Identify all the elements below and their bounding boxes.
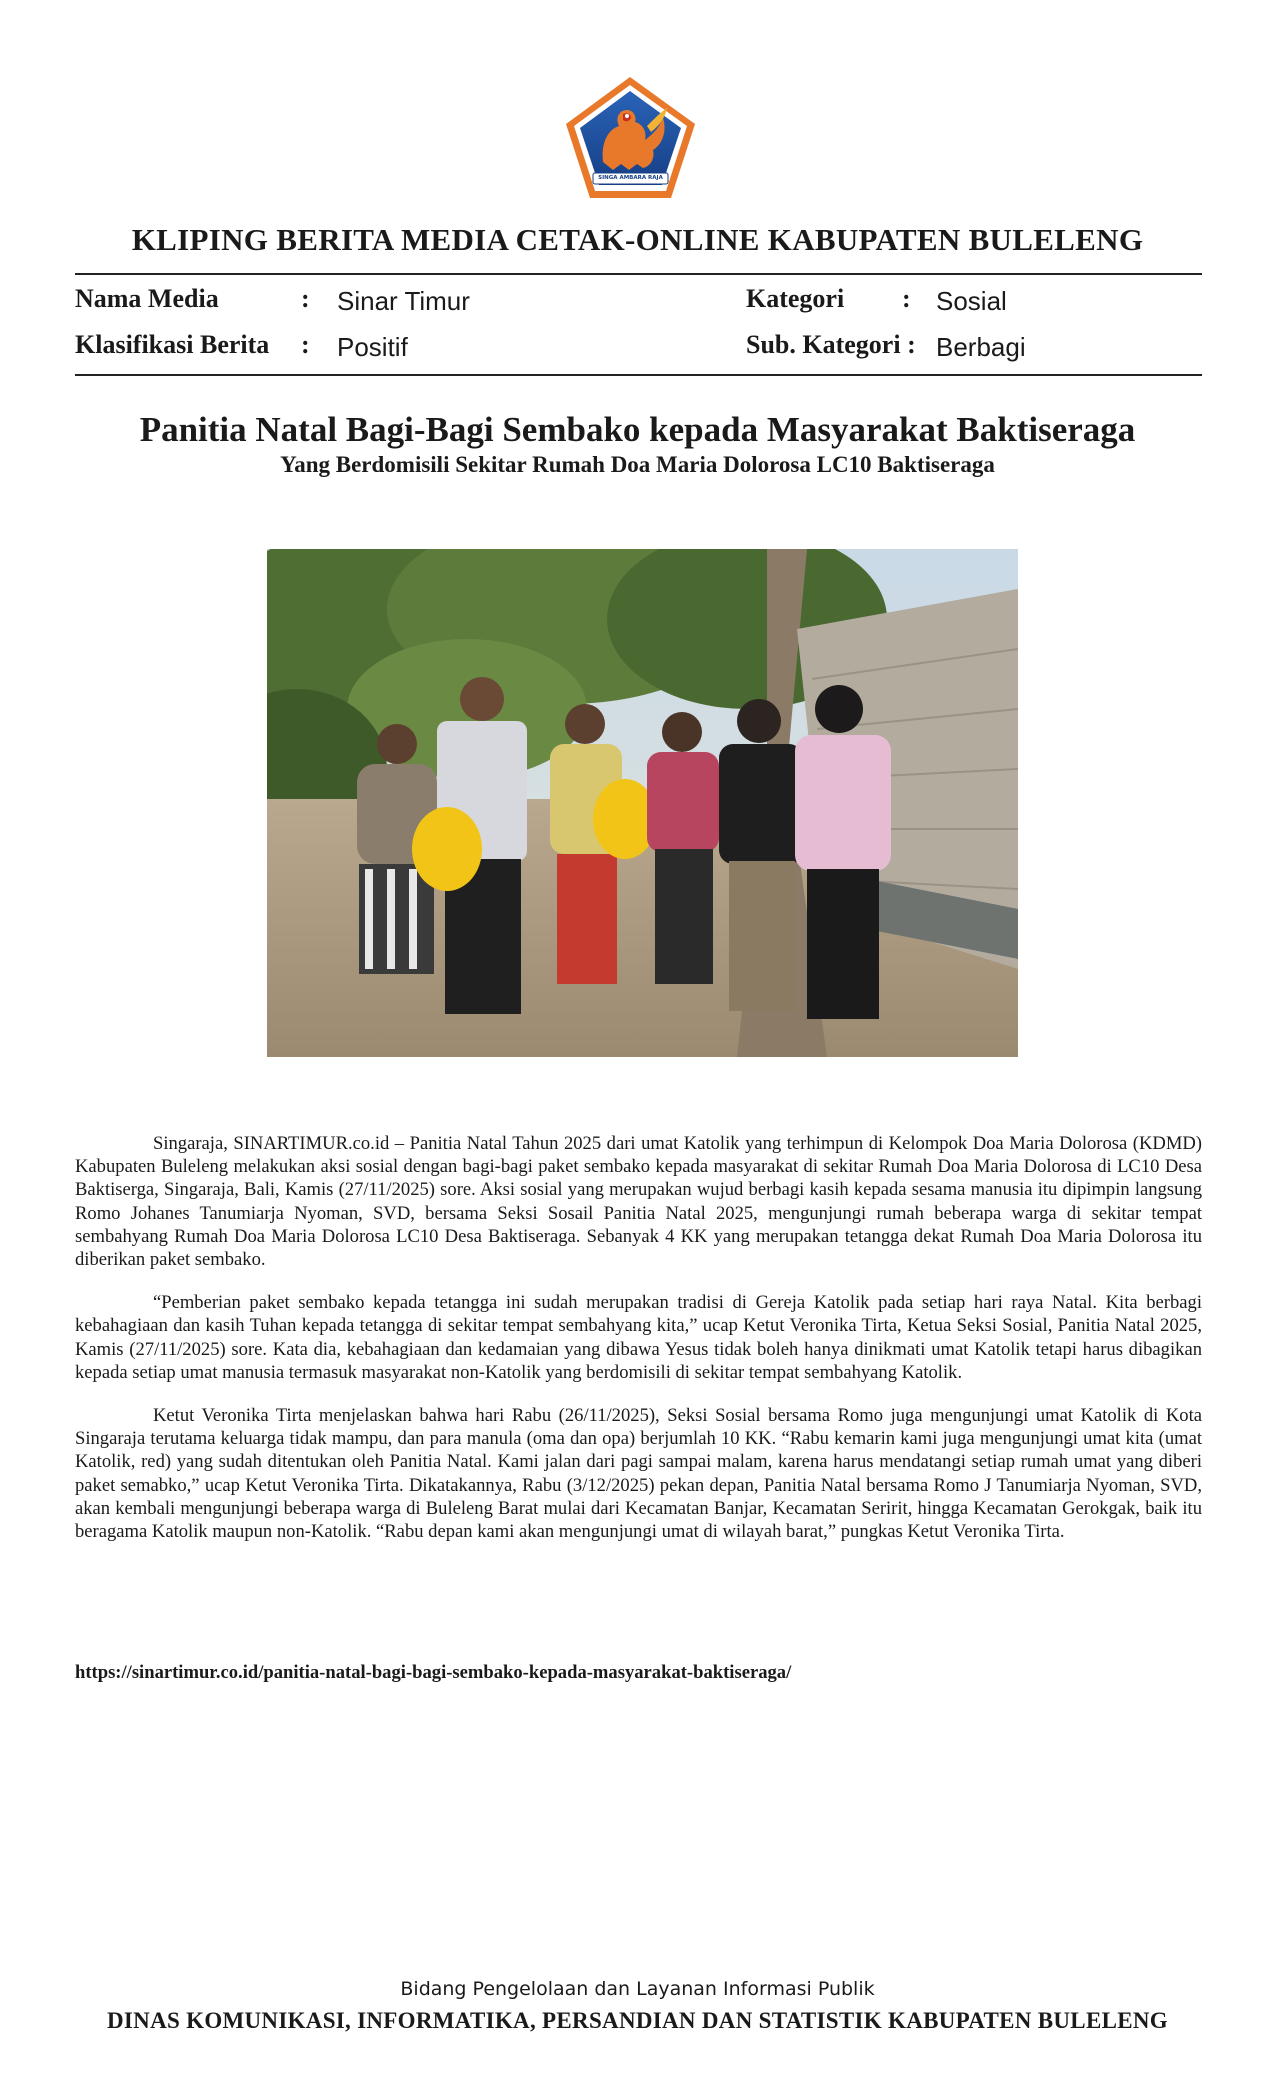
kabupaten-logo [563, 74, 698, 202]
classification-value: Positif [337, 332, 408, 362]
source-link[interactable]: https://sinartimur.co.id/panitia-natal-bagi-bagi-sembako-kepada-masyarakat-baktiseraga/ [75, 1662, 792, 1683]
article-body [75, 1132, 1202, 1563]
subcategory-value: Berbagi [936, 332, 1026, 362]
media-name-label: Nama Media [75, 284, 219, 313]
category-value: Sosial [936, 286, 1007, 316]
article-paragraph: Ketut Veronika Tirta menjelaskan bahwa hari Rabu (26/11/2025), Seksi Sosial bersama Romo juga mengunjungi umat Katolik di Kota Singaraja terutama keluarga tidak mampu, dan para manula (oma dan opa) berjumlah 10 KK. “Rabu kemarin kami juga mengunjungi umat kita (umat Katolik, red) yang sudah ditentukan oleh Panitia Natal. Kami jalan dari pagi sampai malam, karena harus mendatangi setiap rumah umat yang diberi paket semabko,” ucap Ketut Veronika Tirta. Dikatakannya, Rabu (3/12/2025) pekan depan, Panitia Natal bersama Romo J Tanumiarja Nyoman, SVD, akan kembali mengunjungi beberapa warga di Buleleng Barat mulai dari Kecamatan Banjar, Kecamatan Seririt, hingga Kecamatan Gerokgak, baik itu beragama Katolik maupun non-Katolik. “Rabu depan kami akan mengunjungi umat di wilayah barat,” pungkas Ketut Veronika Tirta. [75, 1405, 1202, 1543]
article-subheadline: Yang Berdomisili Sekitar Rumah Doa Maria Dolorosa LC10 Baktiseraga [280, 452, 995, 477]
meta-row-classification [75, 328, 1202, 368]
header-top-rule [75, 273, 1202, 275]
footer-division: Bidang Pengelolaan dan Layanan Informasi Publik [400, 1978, 875, 2000]
article-paragraph: Singaraja, SINARTIMUR.co.id – Panitia Natal Tahun 2025 dari umat Katolik yang terhimpun di Kelompok Doa Maria Dolorosa (KDMD) Kabupaten Buleleng melakukan aksi sosial dengan bagi-bagi paket sembako kepada masyarakat di sekitar Rumah Doa Maria Dolorosa di LC10 Desa Baktiserga, Singaraja, Bali, Kamis (27/11/2025) sore. Aksi sosial yang merupakan wujud berbagi kasih kepada sesama manusia itu dipimpin langsung Romo Johanes Tanumiarja Nyoman, SVD, bersama Seksi Sosail Panitia Natal 2025, mengunjungi rumah beberapa warga di sekitar tempat sembahyang Rumah Doa Maria Dolorosa LC10 Desa Baktiseraga. Sebanyak 4 KK yang merupakan tetangga dekat Rumah Doa Maria Dolorosa itu diberikan paket sembako. [75, 1133, 1202, 1271]
classification-colon: : [301, 330, 310, 359]
subcategory-label: Sub. Kategori : [746, 330, 916, 359]
logo-motto: SINGA AMBARA RAJA [598, 175, 663, 181]
category-label: Kategori [746, 284, 845, 313]
article-photo [267, 549, 1018, 1057]
media-name-colon: : [301, 284, 310, 313]
meta-row-media [75, 282, 1202, 322]
article-headline: Panitia Natal Bagi-Bagi Sembako kepada Masyarakat Baktiseraga [139, 410, 1136, 449]
clipping-header-title: KLIPING BERITA MEDIA CETAK-ONLINE KABUPATEN BULELENG [131, 222, 1144, 257]
footer-agency: DINAS KOMUNIKASI, INFORMATIKA, PERSANDIAN DAN STATISTIK KABUPATEN BULELENG [107, 2008, 1168, 2033]
media-name-value: Sinar Timur [337, 286, 470, 316]
classification-label: Klasifikasi Berita [75, 330, 270, 359]
article-paragraph: “Pemberian paket sembako kepada tetangga ini sudah merupakan tradisi di Gereja Katolik pada setiap hari raya Natal. Kita berbagi kebahagiaan dan kasih Tuhan kepada tetangga di sekitar tempat sembahyang kita,” ucap Ketut Veronika Tirta, Ketua Seksi Sosial, Panitia Natal 2025, Kamis (27/11/2025) sore. Kata dia, kebahagiaan dan kedamaian yang dibawa Yesus tidak boleh hanya dinikmati umat Katolik tetapi harus dibagikan kepada setiap umat manusia termasuk masyarakat non-Katolik yang berdomisili di sekitar tempat sembahyang Katolik. [75, 1292, 1202, 1383]
category-colon: : [902, 284, 911, 313]
header-bottom-rule [75, 374, 1202, 376]
